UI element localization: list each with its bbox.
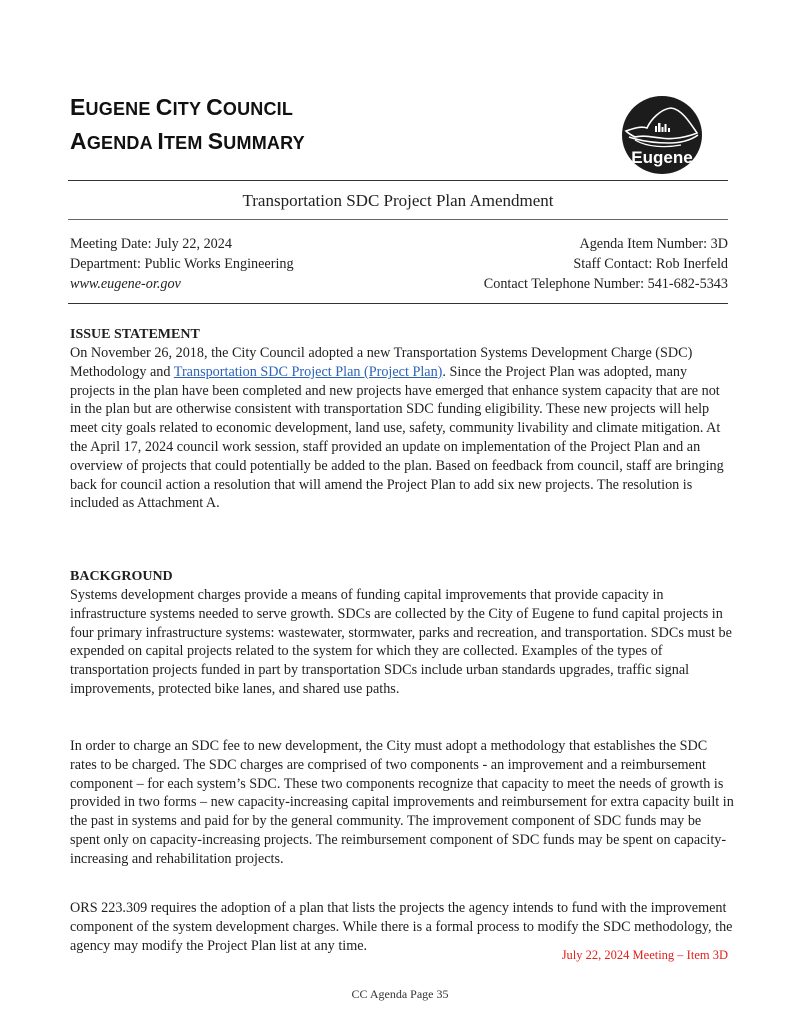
agenda-item-number: Agenda Item Number: 3D [579,236,728,252]
paragraph-text: On November 26, 2018, the City Council adopted a new Transportation Systems Development Charge (SDC) Methodology and [70,345,693,380]
title-char: C [206,94,223,120]
meeting-meta [70,234,728,294]
meta-row [70,254,728,274]
paragraph-text: In order to charge an SDC fee to new development, the City must adopt a methodology that establishes the SDC rates to be charged. The SDC charges are comprised of two components - an improvement and a reimbursement component – for each system’s SDC. These two components recognize that capacity to meet the needs of growth is provided in two forms – new capacity-increasing capital improvements and reimbursement for extra capacity built in the past in systems and paid for by the general community. The improvement component of SDC funds may be spent only on capacity-increasing projects. The reimbursement component of SDC funds may be spent on capacity-increasing and rehabilitation projects. [70,738,734,867]
divider [68,219,728,220]
title-char: A [70,128,87,154]
staff-contact: Staff Contact: Rob Inerfeld [573,256,728,272]
title-smallcaps: OUNCIL [222,99,294,119]
title-smallcaps: ITY [172,99,207,119]
contact-telephone: Contact Telephone Number: 541-682-5343 [483,276,728,292]
meta-row [70,234,728,254]
divider [68,180,728,181]
title-line-summary [70,126,305,160]
document-title [70,92,305,160]
title-smallcaps: TEM [163,133,208,153]
divider [68,303,728,304]
logo-wordmark: Eugene [631,148,693,167]
title-smallcaps: GENDA [86,133,158,153]
issue-statement-paragraph [70,344,734,513]
department: Department: Public Works Engineering [70,256,294,272]
background-paragraph [70,899,734,955]
meeting-stamp: July 22, 2024 Meeting – Item 3D [561,948,728,962]
background-paragraph: Systems development charges provide a means of funding capital improvements that provide capacity in infrastructure systems needed to serve growth. SDCs are collected by the City of Eugene to fund capital projects in four primary infrastructure systems: wastewater, stormwater, parks and recreation, and transportation. SDCs must be expended on capital projects related to the system for which they are collected. Examples of the types of transportation projects funded in part by transportation SDCs include urban standards upgrades, traffic signal improvements, protected bike lanes, and shared use paths. [70,587,732,697]
section-heading: ISSUE STATEMENT [70,327,200,342]
section-heading: BACKGROUND [70,569,173,584]
title-char: C [155,94,173,120]
eugene-city-logo-icon [621,95,703,175]
website-link[interactable]: www.eugene-or.gov [70,276,181,292]
agenda-item-title: Transportation SDC Project Plan Amendment [242,191,554,210]
title-char: E [70,94,86,120]
paragraph-text: . Since the Project Plan was adopted, many projects in the plan have been completed and new projects have emerged that enhance system capacity that are not in the plan but are otherwise consistent with transportation SDC funding eligibility. These new projects will help meet city goals related to economic development, land use, safety, community livability and climate mitigation. At the April 17, 2024 council work session, staff provided an update on implementation of the Project Plan and an overview of projects that could potentially be added to the plan. Based on feedback from council, staff are bringing back for council action a resolution that will amend the Project Plan to add six new projects. The resolution is included as Attachment A. [70,363,724,512]
title-smallcaps: UMMARY [223,133,305,153]
title-line-council [70,92,305,126]
project-plan-link[interactable]: Transportation SDC Project Plan (Project Plan) [173,363,443,380]
background-section [70,568,734,699]
title-char: S [207,128,224,154]
paragraph-text: ORS 223.309 requires the adoption of a plan that lists the projects the agency intends to fund with the improvement component of the system development charges. While there is a formal process to modify the SDC methodology, the agency may modify the Project Plan list at any time. [70,900,733,954]
background-paragraph [70,737,734,869]
issue-statement-section [70,326,734,513]
title-smallcaps: UGENE [85,99,156,119]
title-char: I [157,128,164,154]
meta-row [70,274,728,294]
meeting-date: Meeting Date: July 22, 2024 [70,236,232,252]
page-footer: CC Agenda Page 35 [351,987,449,1001]
